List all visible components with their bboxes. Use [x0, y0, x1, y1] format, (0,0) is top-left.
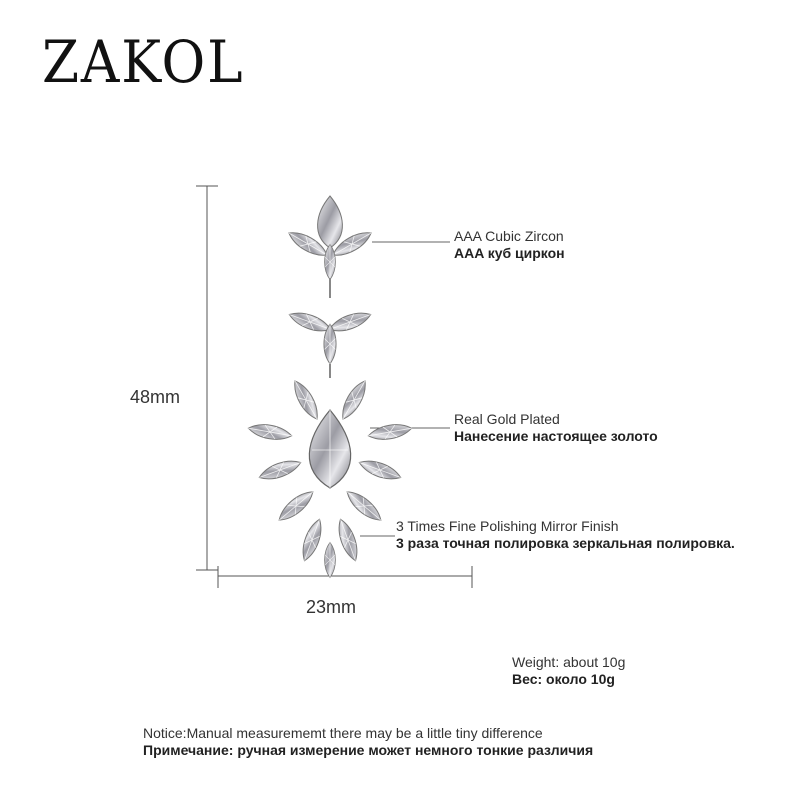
weight-info [512, 654, 625, 688]
callout-leader-lines [360, 242, 450, 536]
height-dimension-line [196, 186, 218, 570]
callout-ru: 3 раза точная полировка зеркальная полировка. [396, 535, 735, 551]
callout-ru: AAA куб циркон [454, 245, 565, 261]
notice-ru: Примечание: ручная измерение может немного тонкие различия [143, 742, 594, 758]
width-label: 23mm [306, 597, 357, 617]
notice-en: Notice:Manual measurememt there may be a little tiny difference [143, 725, 543, 741]
callout-gold-plated [454, 411, 658, 445]
earring-illustration [247, 196, 413, 578]
measurement-notice [143, 725, 593, 759]
callout-ru: Нанесение настоящее золото [454, 428, 658, 444]
weight-en: Weight: about 10g [512, 654, 626, 670]
height-label: 48mm [130, 387, 181, 407]
callout-cubic-zircon [454, 228, 565, 262]
brand-logo: ZAKOL [42, 28, 245, 96]
callout-en: Real Gold Plated [454, 411, 560, 427]
weight-ru: Вес: около 10g [512, 671, 615, 687]
callout-en: 3 Times Fine Polishing Mirror Finish [396, 518, 619, 534]
callout-mirror-finish [396, 518, 735, 552]
width-dimension-line [218, 566, 472, 588]
callout-en: AAA Cubic Zircon [454, 228, 564, 244]
